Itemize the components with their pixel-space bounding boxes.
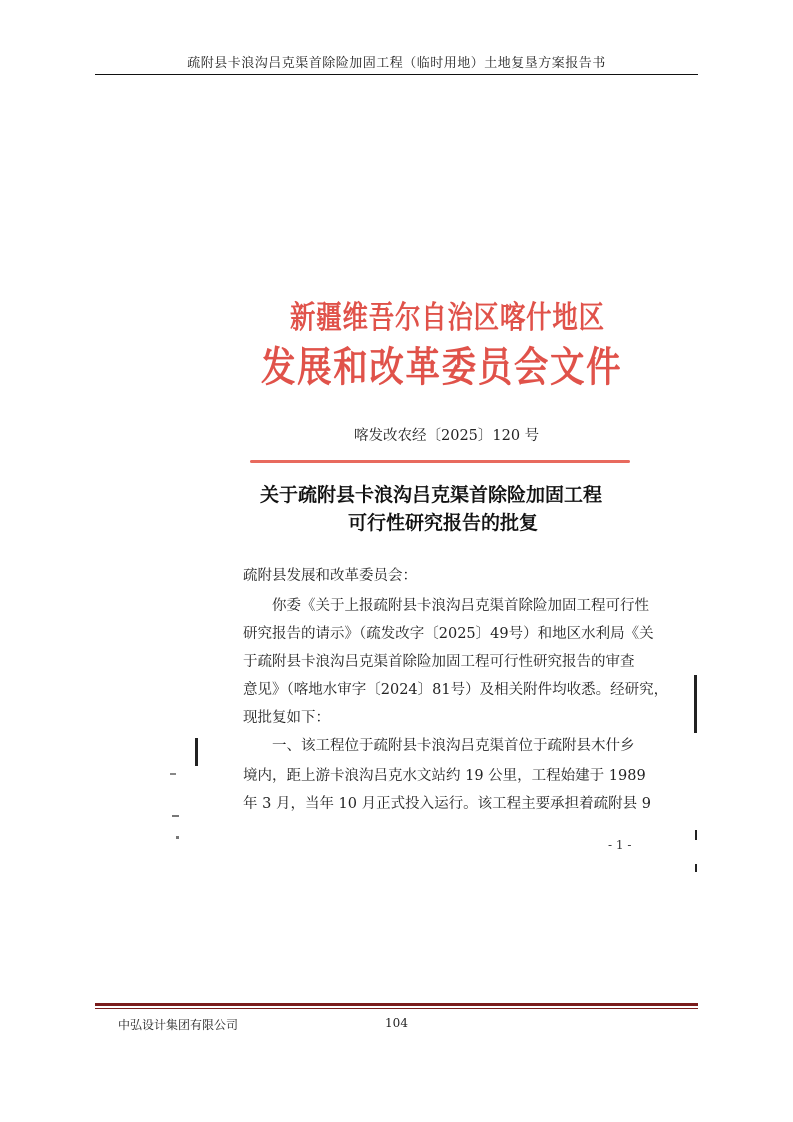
body-line: 于疏附县卡浪沟吕克渠首除险加固工程可行性研究报告的审查 (243, 654, 635, 670)
body-line: 你委《关于上报疏附县卡浪沟吕克渠首除险加固工程可行性 (243, 598, 649, 614)
scan-edge-mark (695, 830, 697, 840)
footer-company: 中弘设计集团有限公司 (118, 1018, 239, 1032)
document-title-line-2: 可行性研究报告的批复 (347, 512, 538, 534)
scan-edge-mark (176, 836, 179, 839)
issuer-line-1: 新疆维吾尔自治区喀什地区 (290, 300, 605, 336)
running-header: 疏附县卡浪沟吕克渠首除险加固工程（临时用地）土地复垦方案报告书 (187, 56, 606, 71)
scan-edge-mark (172, 815, 179, 817)
scanned-document (178, 270, 708, 880)
issuer-line-2: 发展和改革委员会文件 (261, 343, 623, 391)
scan-edge-mark (695, 864, 697, 872)
document-number: 喀发改农经〔2025〕120 号 (354, 428, 540, 444)
body-line: 疏附县发展和改革委员会： (243, 568, 417, 584)
footer-rule-thin (95, 1008, 698, 1009)
body-line: 一、该工程位于疏附县卡浪沟吕克渠首位于疏附县木什乡 (243, 738, 635, 754)
scan-edge-mark (694, 675, 697, 733)
body-line: 意见》（喀地水审字〔2024〕81号）及相关附件均收悉。经研究， (243, 682, 669, 698)
footer-page-number: 104 (385, 1016, 408, 1030)
red-separator (250, 460, 630, 463)
footer-rule-thick (95, 1003, 698, 1006)
scan-edge-mark (170, 773, 176, 775)
body-line: 研究报告的请示》（疏发改字〔2025〕49号）和地区水利局《关 (243, 626, 654, 642)
document-title-line-1: 关于疏附县卡浪沟吕克渠首除险加固工程 (259, 484, 602, 506)
header-rule (95, 74, 698, 75)
body-line: 境内，距上游卡浪沟吕克水文站约 19 公里，工程始建于 1989 (243, 768, 646, 784)
body-line: 现批复如下： (243, 710, 330, 726)
inner-page-number: - 1 - (608, 838, 632, 852)
body-line: 年 3 月，当年 10 月正式投入运行。该工程主要承担着疏附县 9 (243, 796, 651, 812)
scan-edge-mark (195, 738, 198, 766)
